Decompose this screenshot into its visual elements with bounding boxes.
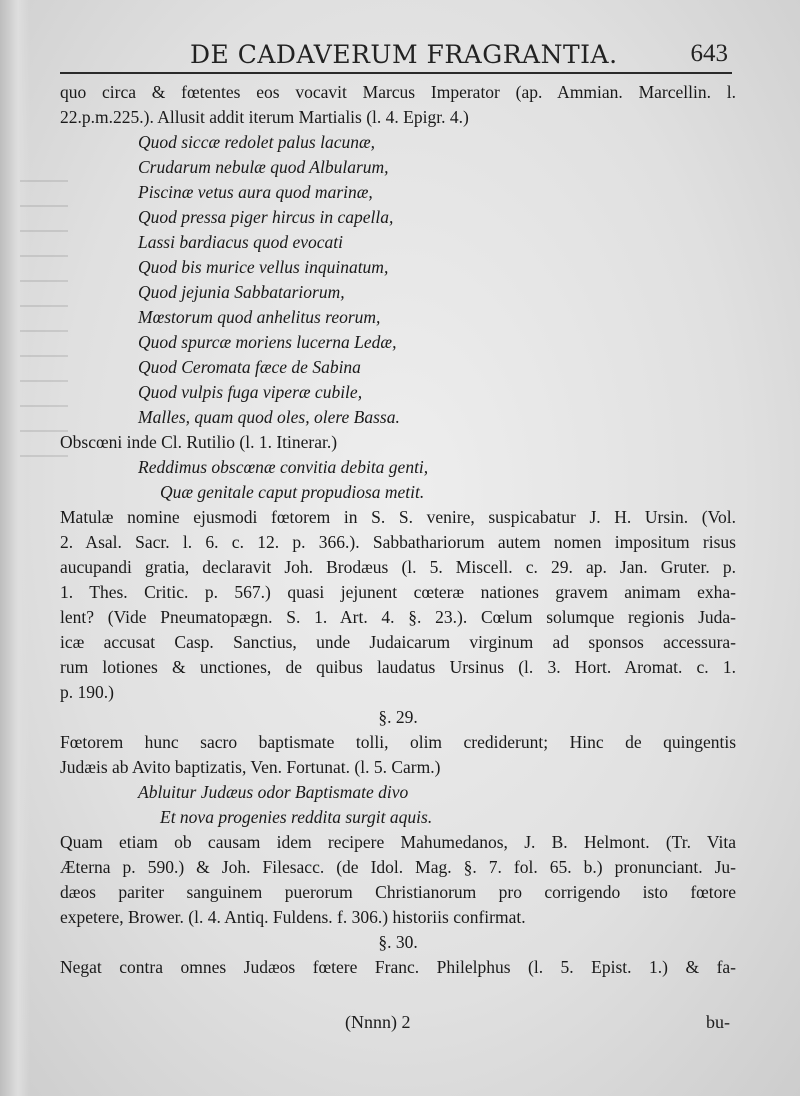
signature-mark: (Nnnn) 2 [345, 1012, 411, 1032]
page-footer [60, 1012, 736, 1042]
verse-line: Quod pressa piger hircus in capella, [138, 207, 394, 227]
text-line: 1. Thes. Critic. p. 567.) quasi jejunent cœteræ nationes gravem animam exha- [60, 582, 736, 602]
text-line: icæ accusat Casp. Sanctius, unde Judaicarum virginum ad sponsos accessura- [60, 632, 736, 652]
catchword: bu- [706, 1012, 730, 1032]
verse-line: Crudarum nebulæ quod Albularum, [138, 157, 389, 177]
text-line: dæos pariter sanguinem puerorum Christianorum pro corrigendo isto fœtore [60, 882, 736, 902]
text-line: quo circa & fœtentes eos vocavit Marcus Imperator (ap. Ammian. Marcellin. l. [60, 82, 736, 102]
verse-line: Quod bis murice vellus inquinatum, [138, 257, 389, 277]
verse-line: Lassi bardiacus quod evocati [138, 232, 343, 252]
text-line: expetere, Brower. (l. 4. Antiq. Fuldens. f. 306.) historiis confirmat. [60, 907, 526, 927]
verse-line: Malles, quam quod oles, olere Bassa. [138, 407, 400, 427]
verse-line: Reddimus obscœnæ convitia debita genti, [138, 457, 429, 477]
page-edge-shadow [0, 0, 30, 1096]
verse-line: Quod spurcæ moriens lucerna Ledæ, [138, 332, 397, 352]
text-line: Negat contra omnes Judæos fœtere Franc. Philelphus (l. 5. Epist. 1.) & fa- [60, 957, 736, 977]
text-line: lent? (Vide Pneumatopægn. S. 1. Art. 4. §. 23.). Cœlum solumque regionis Juda- [60, 607, 736, 627]
verse-line: Mœstorum quod anhelitus reorum, [138, 307, 381, 327]
verse-line: Quæ genitale caput propudiosa metit. [160, 482, 425, 502]
text-line: Quam etiam ob causam idem recipere Mahumedanos, J. B. Helmont. (Tr. Vita [60, 832, 736, 852]
text-line: 2. Asal. Sacr. l. 6. c. 12. p. 366.). Sabbathariorum autem nomen impositum risus [60, 532, 736, 552]
page-number: 643 [690, 40, 728, 67]
header-rule [60, 72, 732, 74]
verse-line: Quod jejunia Sabbatariorum, [138, 282, 345, 302]
text-line: Fœtorem hunc sacro baptismate tolli, olim crediderunt; Hinc de quingentis [60, 732, 736, 752]
text-line: Obscœni inde Cl. Rutilio (l. 1. Itinerar.) [60, 432, 338, 452]
verse-line: Et nova progenies reddita surgit aquis. [160, 807, 433, 827]
verse-line: Piscinæ vetus aura quod marinæ, [138, 182, 373, 202]
body-text [60, 80, 736, 980]
text-line: 22.p.m.225.). Allusit addit iterum Martialis (l. 4. Epigr. 4.) [60, 107, 469, 127]
verse-line: Quod siccæ redolet palus lacunæ, [138, 132, 376, 152]
verse-line: Quod vulpis fuga viperæ cubile, [138, 382, 363, 402]
verse-line: Quod Ceromata fæce de Sabina [138, 357, 361, 377]
section-number: §. 30. [378, 932, 418, 952]
text-line: aucupandi gratia, declaravit Joh. Brodæus (l. 5. Miscell. c. 29. ap. Jan. Gruter. p. [60, 557, 736, 577]
running-head: DE CADAVERUM FRAGRANTIA. [190, 40, 618, 69]
text-line: Matulæ nomine ejusmodi fœtorem in S. S. venire, suspicabatur J. H. Ursin. (Vol. [60, 507, 736, 527]
text-line: p. 190.) [60, 682, 114, 702]
verse-line: Abluitur Judæus odor Baptismate divo [138, 782, 409, 802]
text-line: Æterna p. 590.) & Joh. Filesacc. (de Idol. Mag. §. 7. fol. 65. b.) pronunciant. Ju- [60, 857, 736, 877]
text-line: rum lotiones & unctiones, de quibus laudatus Ursinus (l. 3. Hort. Aromat. c. 1. [60, 657, 736, 677]
page-header [60, 38, 732, 78]
section-number: §. 29. [378, 707, 418, 727]
text-line: Judæis ab Avito baptizatis, Ven. Fortunat. (l. 5. Carm.) [60, 757, 441, 777]
